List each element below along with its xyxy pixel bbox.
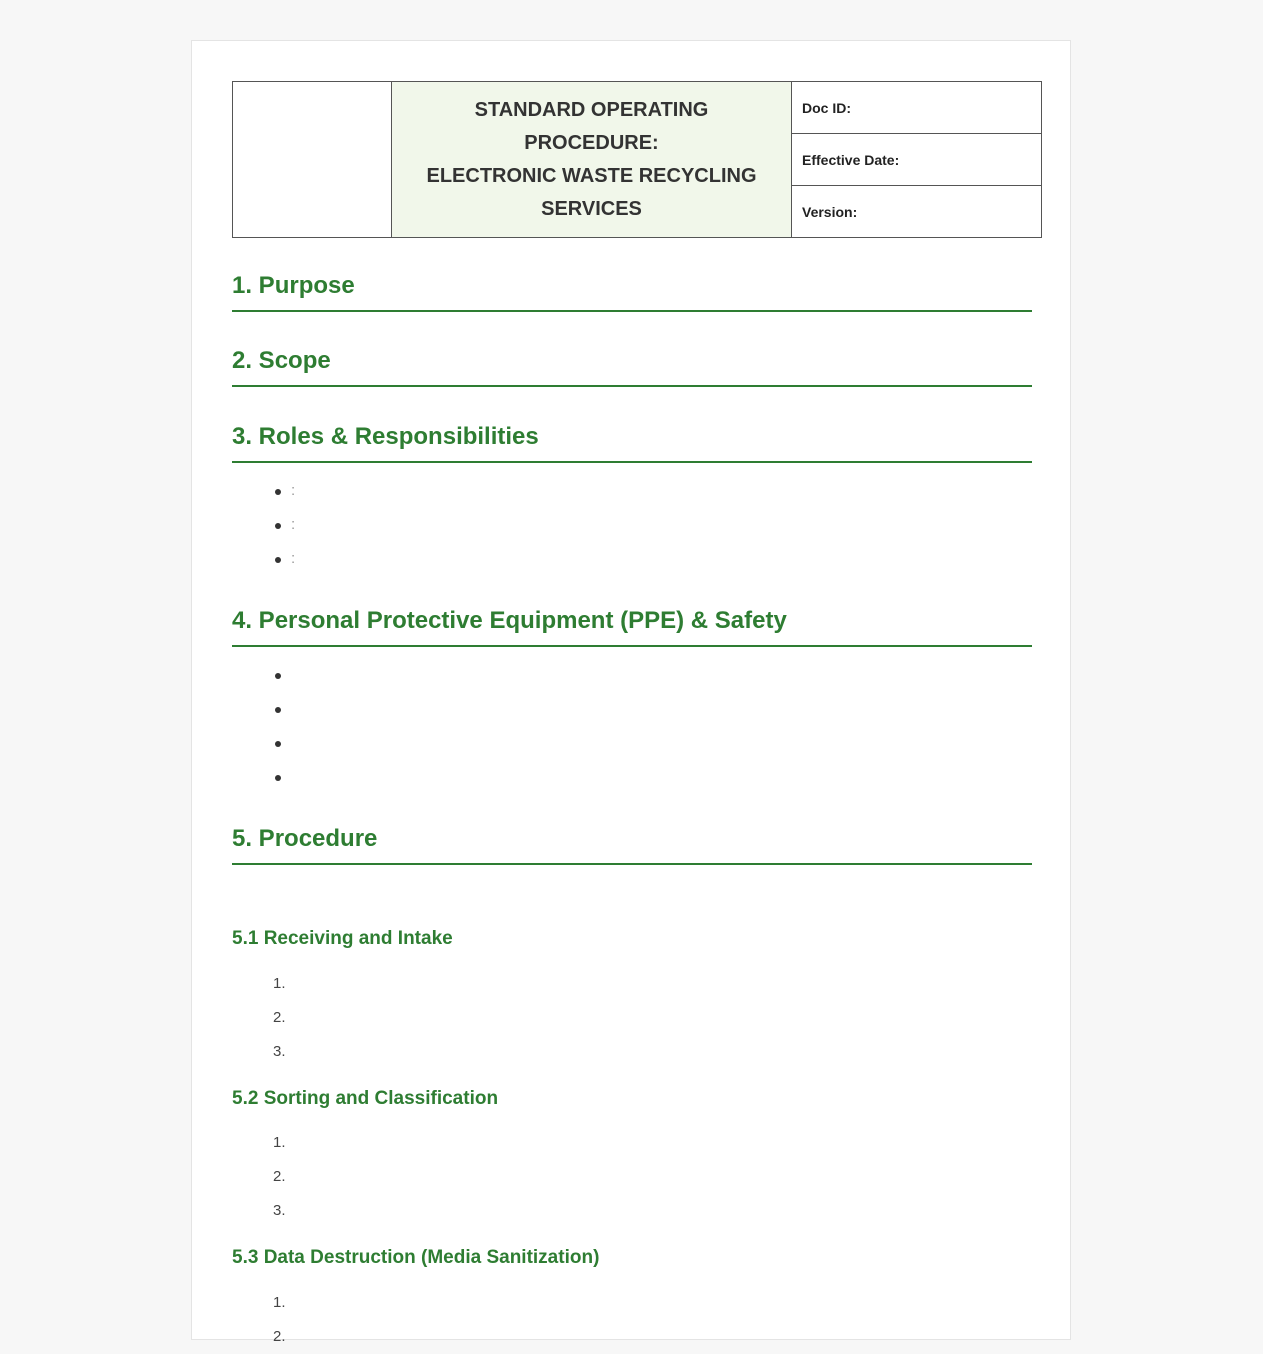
section-heading-scope: 2. Scope xyxy=(232,343,1032,387)
list-item xyxy=(232,1194,1032,1228)
step-number: 2. xyxy=(273,1328,286,1345)
sorting-steps-list xyxy=(232,1126,1032,1228)
document-content xyxy=(232,81,1032,1345)
subsection-heading-sorting: 5.2 Sorting and Classification xyxy=(232,1088,499,1109)
section-heading-roles: 3. Roles & Responsibilities xyxy=(232,419,1032,463)
list-item xyxy=(232,1160,1032,1194)
roles-list xyxy=(232,474,1032,576)
list-item xyxy=(232,1286,1032,1320)
section-heading-ppe: 4. Personal Protective Equipment (PPE) & Safety xyxy=(232,603,1032,647)
section-heading-procedure: 5. Procedure xyxy=(232,821,1032,865)
bullet-icon xyxy=(275,707,281,713)
step-number: 1. xyxy=(273,1134,286,1151)
document-title xyxy=(392,82,792,238)
section-heading-purpose: 1. Purpose xyxy=(232,268,1032,312)
step-number: 2. xyxy=(273,1009,286,1026)
step-number: 1. xyxy=(273,975,286,992)
step-number: 3. xyxy=(273,1202,286,1219)
data-destruction-steps-list xyxy=(232,1286,1032,1354)
bullet-icon xyxy=(275,673,281,679)
step-number: 2. xyxy=(273,1168,286,1185)
list-item-text: : xyxy=(291,482,296,499)
title-line-1: STANDARD OPERATING xyxy=(474,98,709,121)
list-item xyxy=(232,692,1032,726)
sop-header-table xyxy=(232,81,1042,238)
list-item xyxy=(232,1035,1032,1069)
bullet-icon xyxy=(275,523,281,529)
list-item xyxy=(232,658,1032,692)
list-item-text: : xyxy=(291,516,296,533)
step-number: 3. xyxy=(273,1043,286,1060)
bullet-icon xyxy=(275,741,281,747)
title-line-2: PROCEDURE: xyxy=(524,131,659,154)
list-item xyxy=(232,726,1032,760)
ppe-list xyxy=(232,658,1032,794)
bullet-icon xyxy=(275,775,281,781)
list-item xyxy=(232,1126,1032,1160)
subsection-heading-receiving: 5.1 Receiving and Intake xyxy=(232,928,453,949)
list-item xyxy=(232,508,1032,542)
receiving-steps-list xyxy=(232,967,1032,1069)
title-line-4: SERVICES xyxy=(541,197,642,220)
list-item xyxy=(232,1320,1032,1354)
title-line-3: ELECTRONIC WASTE RECYCLING xyxy=(426,164,757,187)
list-item xyxy=(232,967,1032,1001)
list-item xyxy=(232,474,1032,508)
version-field: Version: xyxy=(792,186,1042,238)
logo-placeholder xyxy=(233,82,392,238)
list-item xyxy=(232,760,1032,794)
step-number: 1. xyxy=(273,1294,286,1311)
effective-date-field: Effective Date: xyxy=(792,134,1042,186)
list-item xyxy=(232,542,1032,576)
bullet-icon xyxy=(275,557,281,563)
list-item-text: : xyxy=(291,550,296,567)
bullet-icon xyxy=(275,489,281,495)
subsection-heading-data-destruction: 5.3 Data Destruction (Media Sanitization) xyxy=(232,1247,600,1268)
doc-id-field: Doc ID: xyxy=(792,82,1042,134)
list-item xyxy=(232,1001,1032,1035)
document-page xyxy=(191,40,1071,1345)
